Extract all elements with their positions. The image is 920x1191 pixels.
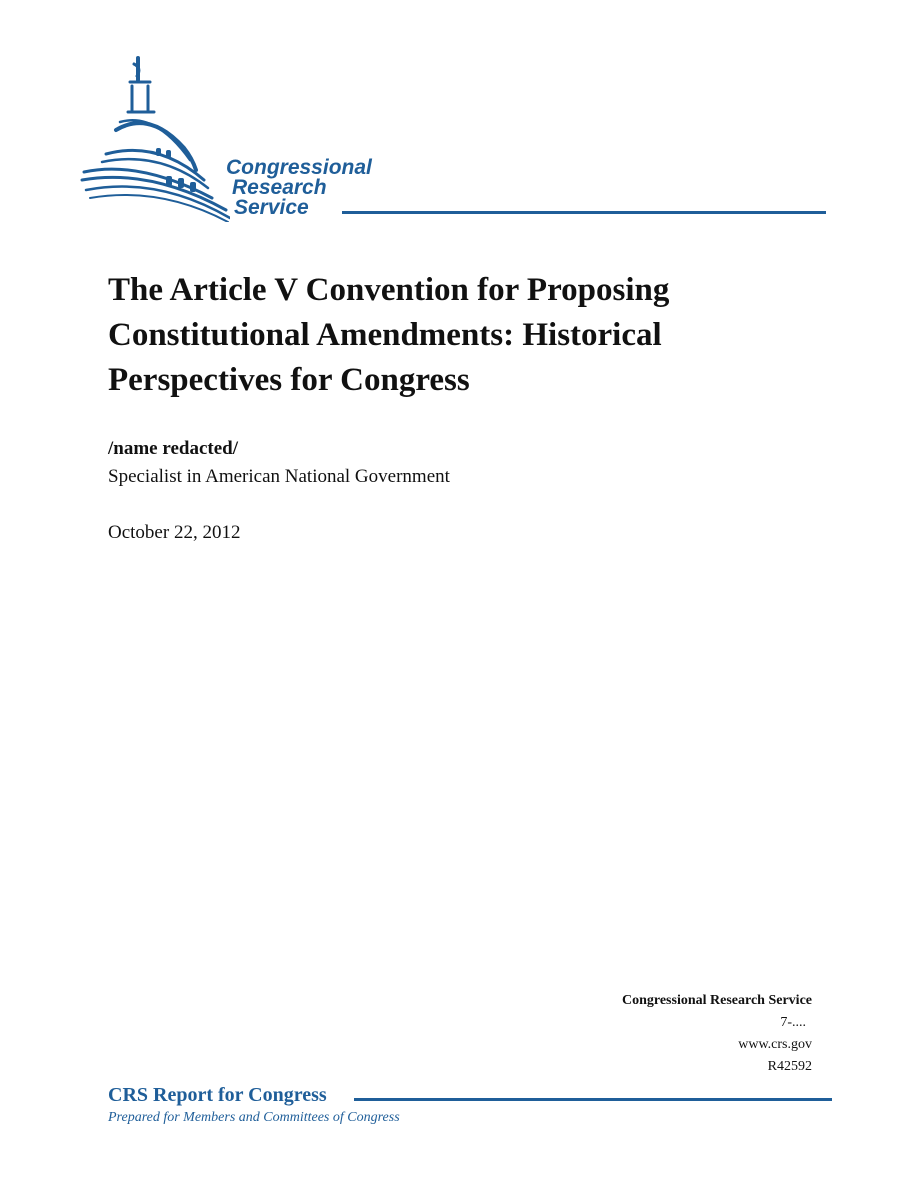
- logo-rule: [342, 211, 826, 214]
- title-line-1: The Article V Convention for Proposing: [108, 272, 670, 308]
- publisher-website: www.crs.gov: [738, 1037, 812, 1052]
- report-number: R42592: [767, 1059, 812, 1074]
- publisher-org: Congressional Research Service: [621, 993, 812, 1008]
- crs-logo-wordmark: [226, 158, 372, 218]
- footer-rule: [354, 1098, 832, 1101]
- capitol-dome-icon: [80, 52, 230, 222]
- report-date: October 22, 2012: [108, 522, 241, 543]
- author-role: Specialist in American National Government: [108, 466, 450, 487]
- title-line-2: Constitutional Amendments: Historical: [108, 317, 662, 353]
- report-code: 7-....: [780, 1015, 806, 1030]
- publisher-info: [622, 990, 812, 1078]
- report-title: [108, 268, 808, 403]
- footer-title: CRS Report for Congress: [108, 1084, 327, 1106]
- author-name: /name redacted/: [108, 438, 238, 459]
- title-line-3: Perspectives for Congress: [108, 362, 470, 398]
- footer-subtitle: Prepared for Members and Committees of Congress: [108, 1110, 400, 1125]
- logo-line-3: Service: [234, 196, 309, 219]
- logo-line-1: Congressional: [226, 156, 372, 179]
- logo-line-2: Research: [232, 176, 327, 199]
